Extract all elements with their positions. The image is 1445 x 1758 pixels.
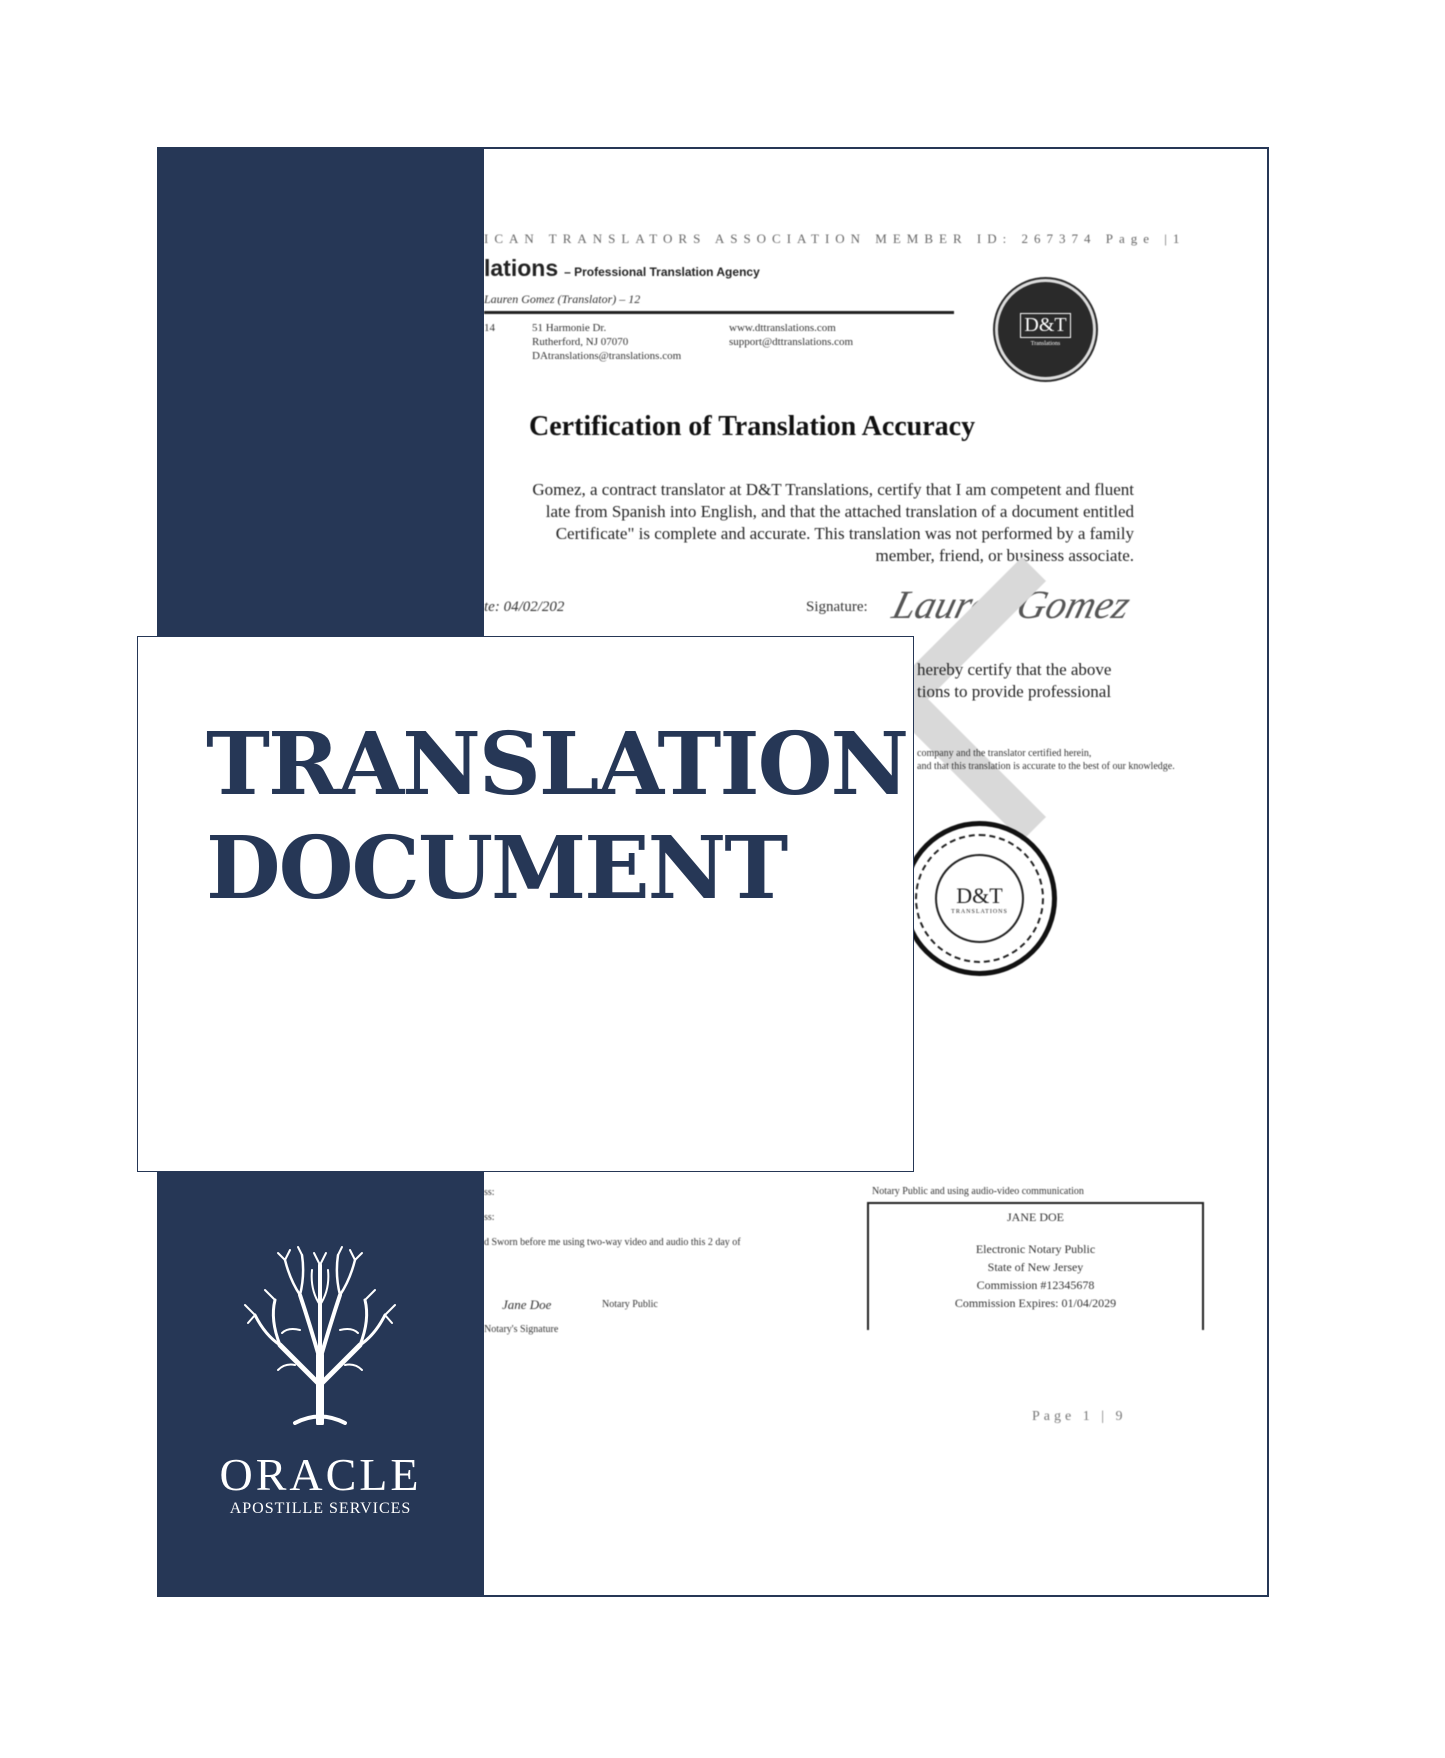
title-overlay-card [137, 636, 914, 1172]
member-header: ICAN TRANSLATORS ASSOCIATION MEMBER ID: 267374 Page |1 [484, 231, 1186, 246]
notary-name: JANE DOE [1007, 1210, 1064, 1224]
dt-logo-text: D&T [1020, 313, 1070, 338]
company-statement: company and the translator certified herein, and that this translation is accurate to the best of our knowledge. [917, 748, 1175, 772]
notary-signature-label: Notary Public [602, 1299, 658, 1310]
notary-signature-caption: Notary's Signature [484, 1324, 559, 1335]
certificate-body: Gomez, a contract translator at D&T Translations, certify that I am competent and fluent late from Spanish into English, and that the attached translation of a document entitled Certificate" is complete and accurate. This translation was not performed by a family member, friend, or business associate. [532, 480, 1134, 565]
translation-seal [902, 821, 1057, 976]
agency-tag: – Professional Translation Agency [564, 265, 760, 279]
notary-commission: Commission #12345678 [976, 1278, 1095, 1292]
translator-signature: Lauren Gomez [887, 582, 1136, 627]
overlay-title [206, 713, 907, 921]
certify-statement: hereby certify that the above tions to provide professional [917, 660, 1112, 701]
notary-stamp-box [867, 1202, 1204, 1330]
dt-logo-sub: Translations [1030, 340, 1061, 347]
seal-center [935, 854, 1024, 943]
page-number: Page 1 | 9 [1032, 1409, 1127, 1424]
certificate-title: Certification of Translation Accuracy [529, 411, 976, 442]
notary-expires: Commission Expires: 01/04/2029 [954, 1296, 1117, 1310]
agency-tagline: Lauren Gomez (Translator) – 12 [484, 292, 641, 306]
notary-state: State of New Jersey [987, 1260, 1084, 1274]
title-line-2: DOCUMENT [206, 818, 787, 919]
title-line-1: TRANSLATION [206, 714, 908, 815]
header-rule [484, 311, 954, 314]
address-col-1: 14 [484, 322, 495, 334]
agency-brand [484, 255, 760, 282]
notary-sworn-line: d Sworn before me using two-way video and audio this 2 day of [484, 1237, 741, 1248]
seal-sub: TRANSLATIONS [951, 908, 1008, 915]
date-field: te: 04/02/202 [484, 599, 565, 615]
oracle-brand-name: ORACLE [219, 1449, 422, 1500]
address-col-2: 51 Harmonie Dr. Rutherford, NJ 07070 DAtranslations@translations.com [532, 322, 682, 362]
agency-name: lations [484, 255, 559, 281]
notary-caption: Notary Public and using audio-video communication [872, 1186, 1084, 1197]
address-col-3: www.dttranslations.com support@dttranslations.com [729, 322, 854, 348]
dt-logo [995, 279, 1096, 380]
notary-line-2: ss: [484, 1212, 495, 1223]
oracle-logo [157, 1449, 484, 1518]
oracle-brand-sub: APOSTILLE SERVICES [229, 1500, 412, 1517]
notary-title: Electronic Notary Public [975, 1242, 1096, 1256]
notary-signature: Jane Doe [502, 1297, 552, 1312]
tree-logo-icon [240, 1245, 400, 1425]
seal-ring [915, 834, 1044, 963]
seal-text: D&T [956, 882, 1003, 908]
signature-label: Signature: [806, 599, 868, 615]
notary-line-1: ss: [484, 1187, 495, 1198]
